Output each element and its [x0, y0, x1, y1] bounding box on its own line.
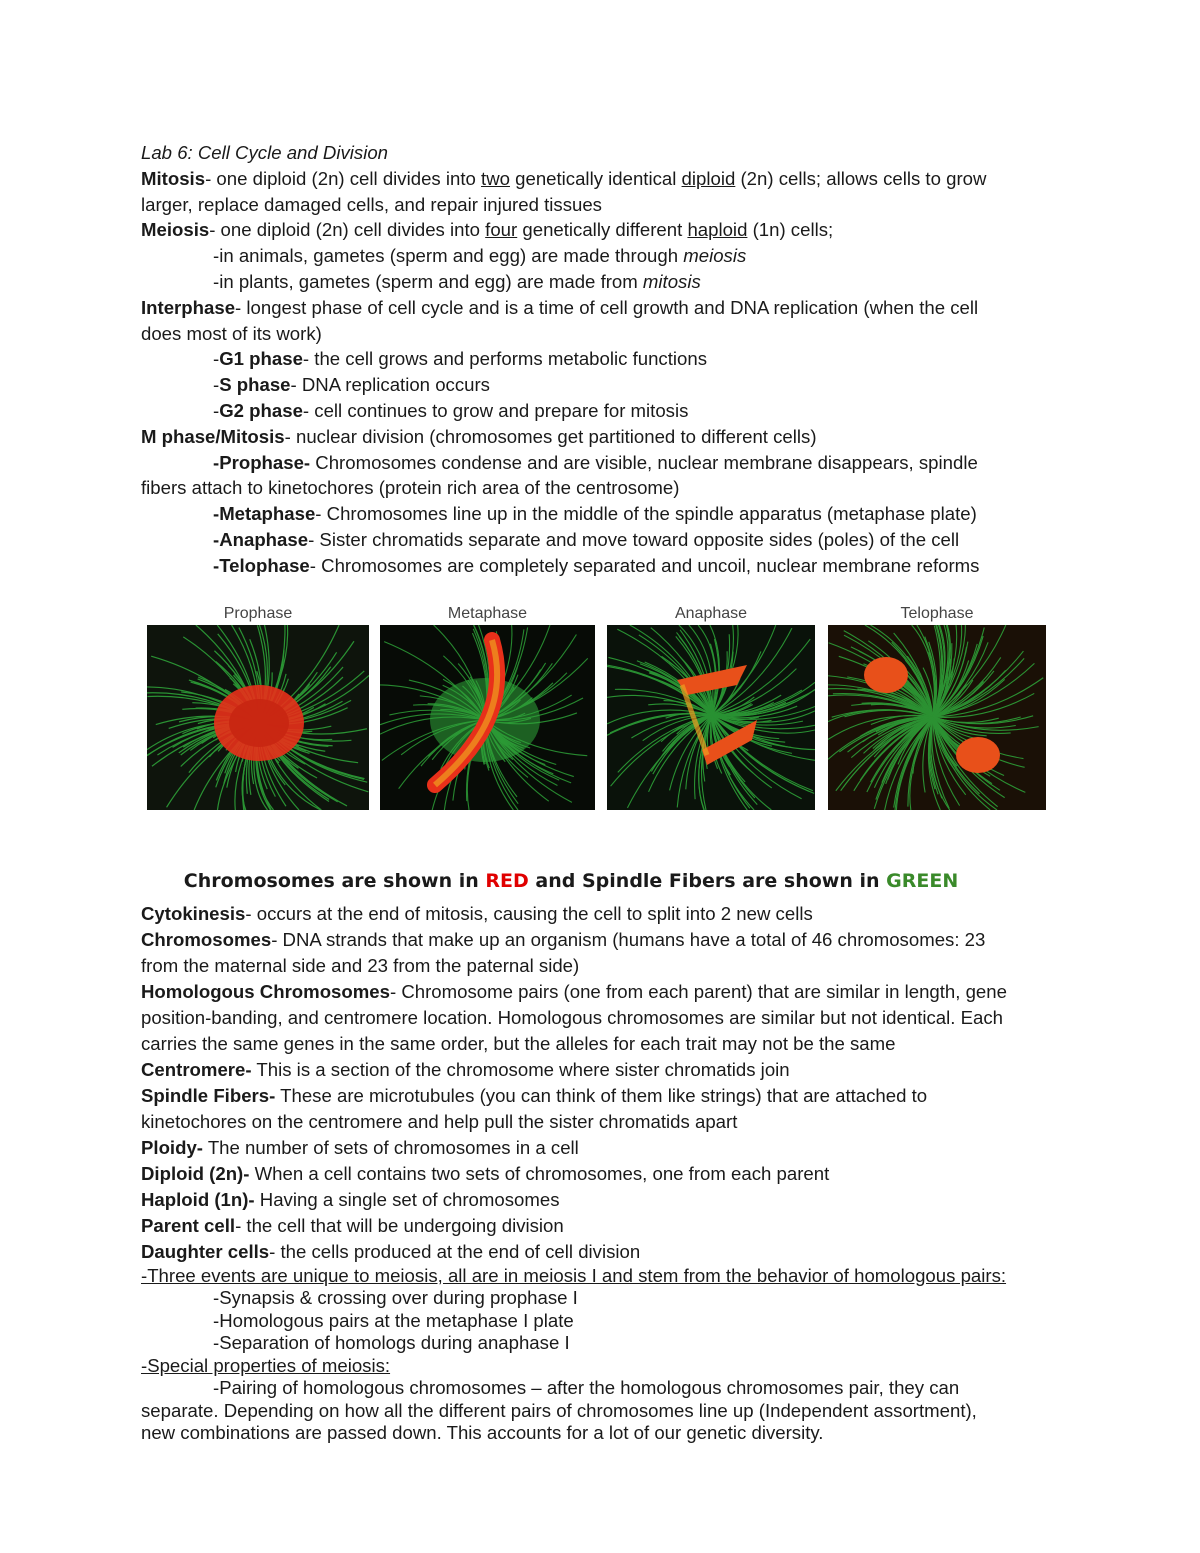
plants-text: -in plants, gametes (sperm and egg) are made from [213, 270, 643, 292]
s-text: - DNA replication occurs [290, 374, 490, 396]
label-metaphase: Metaphase [447, 604, 528, 622]
centromere-text: This is a section of the chromosome where sister chromatids join [251, 1058, 790, 1080]
anaphase-text: - Sister chromatids separate and move toward opposite sides (poles) of the cell [308, 528, 960, 550]
spindle-def [141, 1083, 1061, 1109]
chromosomes-term: Chromosomes [141, 928, 272, 950]
interphase-def [141, 295, 1061, 321]
g2-phase: -G2 phase- cell continues to grow and prepare for mitosis [213, 399, 689, 421]
homologous-line3: carries the same genes in the same order, but the alleles for each trait may not be the same [141, 1032, 896, 1054]
anaphase-term: -Anaphase [213, 528, 309, 550]
haploid-def [141, 1187, 1061, 1213]
anaphase-micrograph [607, 625, 815, 810]
s-phase: -S phase- DNA replication occurs [213, 374, 490, 396]
special-heading [141, 1355, 1061, 1378]
metaphase-text: - Chromosomes line up in the middle of the spindle apparatus (metaphase plate) [315, 503, 977, 525]
doc-title: Lab 6: Cell Cycle and Division [141, 142, 389, 163]
caption-green: GREEN [886, 869, 959, 892]
prophase-text: Chromosomes condense and are visible, nuclear membrane disappears, spindle [310, 451, 978, 473]
telophase-text: - Chromosomes are completely separated and uncoil, nuclear membrane reforms [309, 554, 980, 576]
figure-caption [81, 867, 1061, 895]
meiosis-text: - one diploid (2n) cell divides into [209, 219, 486, 241]
anaphase-def [141, 527, 1061, 553]
meiosis-animals [141, 243, 1061, 269]
g2-term: G2 phase [219, 399, 303, 421]
mphase-text: - nuclear division (chromosomes get partitioned to different cells) [284, 425, 817, 447]
interphase-term: Interphase [141, 296, 236, 318]
cytokinesis-text: - occurs at the end of mitosis, causing the cell to split into 2 new cells [245, 902, 813, 924]
parent-text: - the cell that will be undergoing division [235, 1214, 564, 1236]
meiosis-u1: four [485, 219, 518, 241]
prophase-def [141, 450, 1061, 476]
meiosis-text-c: (1n) cells; [747, 219, 834, 241]
definitions [141, 901, 1061, 1445]
centromere-term: Centromere- [141, 1058, 252, 1080]
label-prophase: Prophase [223, 604, 293, 622]
meiosis-def [141, 217, 1061, 243]
unique-heading [141, 1265, 1061, 1288]
g2-text: - cell continues to grow and prepare for mitosis [302, 399, 689, 421]
animals-italic: meiosis [683, 245, 747, 267]
parent-term: Parent cell [141, 1214, 236, 1236]
mitosis-line2: larger, replace damaged cells, and repair injured tissues [141, 193, 602, 215]
homologous-text: - Chromosome pairs (one from each parent) that are similar in length, gene [389, 980, 1007, 1002]
telophase-term: -Telophase [213, 554, 310, 576]
meiosis-text-b: genetically different [517, 219, 688, 241]
caption-red: RED [485, 869, 529, 892]
homologous-term: Homologous Chromosomes [141, 980, 390, 1002]
mitosis-term: Mitosis [141, 167, 206, 189]
ploidy-text: The number of sets of chromosomes in a cell [202, 1136, 579, 1158]
haploid-term: Haploid (1n)- [141, 1188, 255, 1210]
cytokinesis-def [141, 901, 1061, 927]
ploidy-term: Ploidy- [141, 1136, 203, 1158]
mitosis-figure [0, 601, 1200, 861]
prophase-line2: fibers attach to kinetochores (protein rich area of the centrosome) [141, 477, 680, 499]
mphase-def [141, 424, 1061, 450]
daughter-def [141, 1239, 1061, 1265]
plants-italic: mitosis [642, 270, 701, 292]
haploid-text: Having a single set of chromosomes [254, 1188, 560, 1210]
meiosis-u2: haploid [687, 219, 748, 241]
spindle-line2: kinetochores on the centromere and help pull the sister chromatids apart [141, 1110, 738, 1132]
telophase-micrograph [828, 625, 1046, 810]
caption-b: and Spindle Fibers are shown in [528, 869, 887, 892]
centromere-def [141, 1057, 1061, 1083]
diploid-text: When a cell contains two sets of chromosomes, one from each parent [249, 1162, 830, 1184]
special-line2: separate. Depending on how all the different pairs of chromosomes line up (Independent assortment), [141, 1399, 977, 1421]
g1-term: G1 phase [219, 348, 303, 370]
daughter-text: - the cells produced at the end of cell division [269, 1240, 641, 1262]
chromosomes-text: - DNA strands that make up an organism (humans have a total of 46 chromosomes: 23 [271, 928, 986, 950]
document-page [141, 140, 1061, 1445]
diploid-term: Diploid (2n)- [141, 1162, 250, 1184]
spindle-text: These are microtubules (you can think of them like strings) that are attached to [275, 1084, 928, 1106]
meiosis-term: Meiosis [141, 219, 210, 241]
mitosis-text-b: genetically identical [509, 167, 682, 189]
mitosis-u2: diploid [681, 167, 736, 189]
caption-a: Chromosomes are shown in [183, 869, 486, 892]
g1-text: - the cell grows and performs metabolic functions [302, 348, 707, 370]
ploidy-def [141, 1135, 1061, 1161]
unique-heading-text: -Three events are unique to meiosis, all are in meiosis I and stem from the behavior of homologous pairs: [141, 1264, 1007, 1286]
mitosis-text: - one diploid (2n) cell divides into [205, 167, 482, 189]
telophase-def [141, 553, 1061, 579]
metaphase-def [141, 501, 1061, 527]
diploid-def [141, 1161, 1061, 1187]
homologous-line2: position-banding, and centromere location. Homologous chromosomes are similar but not identical. Each [141, 1006, 1003, 1028]
unique-item-3: -Separation of homologs during anaphase I [213, 1332, 570, 1354]
mitosis-text-c: (2n) cells; allows cells to grow [735, 167, 987, 189]
interphase-text: - longest phase of cell cycle and is a time of cell growth and DNA replication (when the cell [235, 296, 979, 318]
mphase-term: M phase/Mitosis [141, 425, 285, 447]
spindle-term: Spindle Fibers- [141, 1084, 276, 1106]
homologous-def [141, 979, 1061, 1005]
prophase-term: -Prophase- [213, 451, 311, 473]
special-line1: -Pairing of homologous chromosomes – after the homologous chromosomes pair, they can [213, 1377, 960, 1399]
chromosomes-line2: from the maternal side and 23 from the paternal side) [141, 954, 580, 976]
interphase-line2: does most of its work) [141, 322, 322, 344]
metaphase-micrograph [380, 625, 595, 810]
daughter-term: Daughter cells [141, 1240, 270, 1262]
metaphase-term: -Metaphase [213, 503, 316, 525]
label-anaphase: Anaphase [674, 604, 748, 622]
cytokinesis-term: Cytokinesis [141, 902, 246, 924]
special-heading-text: -Special properties of meiosis: [141, 1354, 391, 1376]
prophase-micrograph [147, 625, 369, 810]
unique-item-2: -Homologous pairs at the metaphase I plate [213, 1309, 574, 1331]
parent-def [141, 1213, 1061, 1239]
g1-phase: -G1 phase- the cell grows and performs metabolic functions [213, 348, 707, 370]
unique-item-1: -Synapsis & crossing over during prophase I [213, 1287, 578, 1309]
chromosomes-def [141, 927, 1061, 953]
label-telophase: Telophase [900, 604, 974, 622]
mitosis-u1: two [481, 167, 510, 189]
meiosis-plants [141, 269, 1061, 295]
mitosis-def [141, 166, 1061, 192]
s-term: S phase [219, 374, 291, 396]
special-line3: new combinations are passed down. This accounts for a lot of our genetic diversity. [141, 1422, 824, 1444]
animals-text: -in animals, gametes (sperm and egg) are made through [213, 245, 684, 267]
